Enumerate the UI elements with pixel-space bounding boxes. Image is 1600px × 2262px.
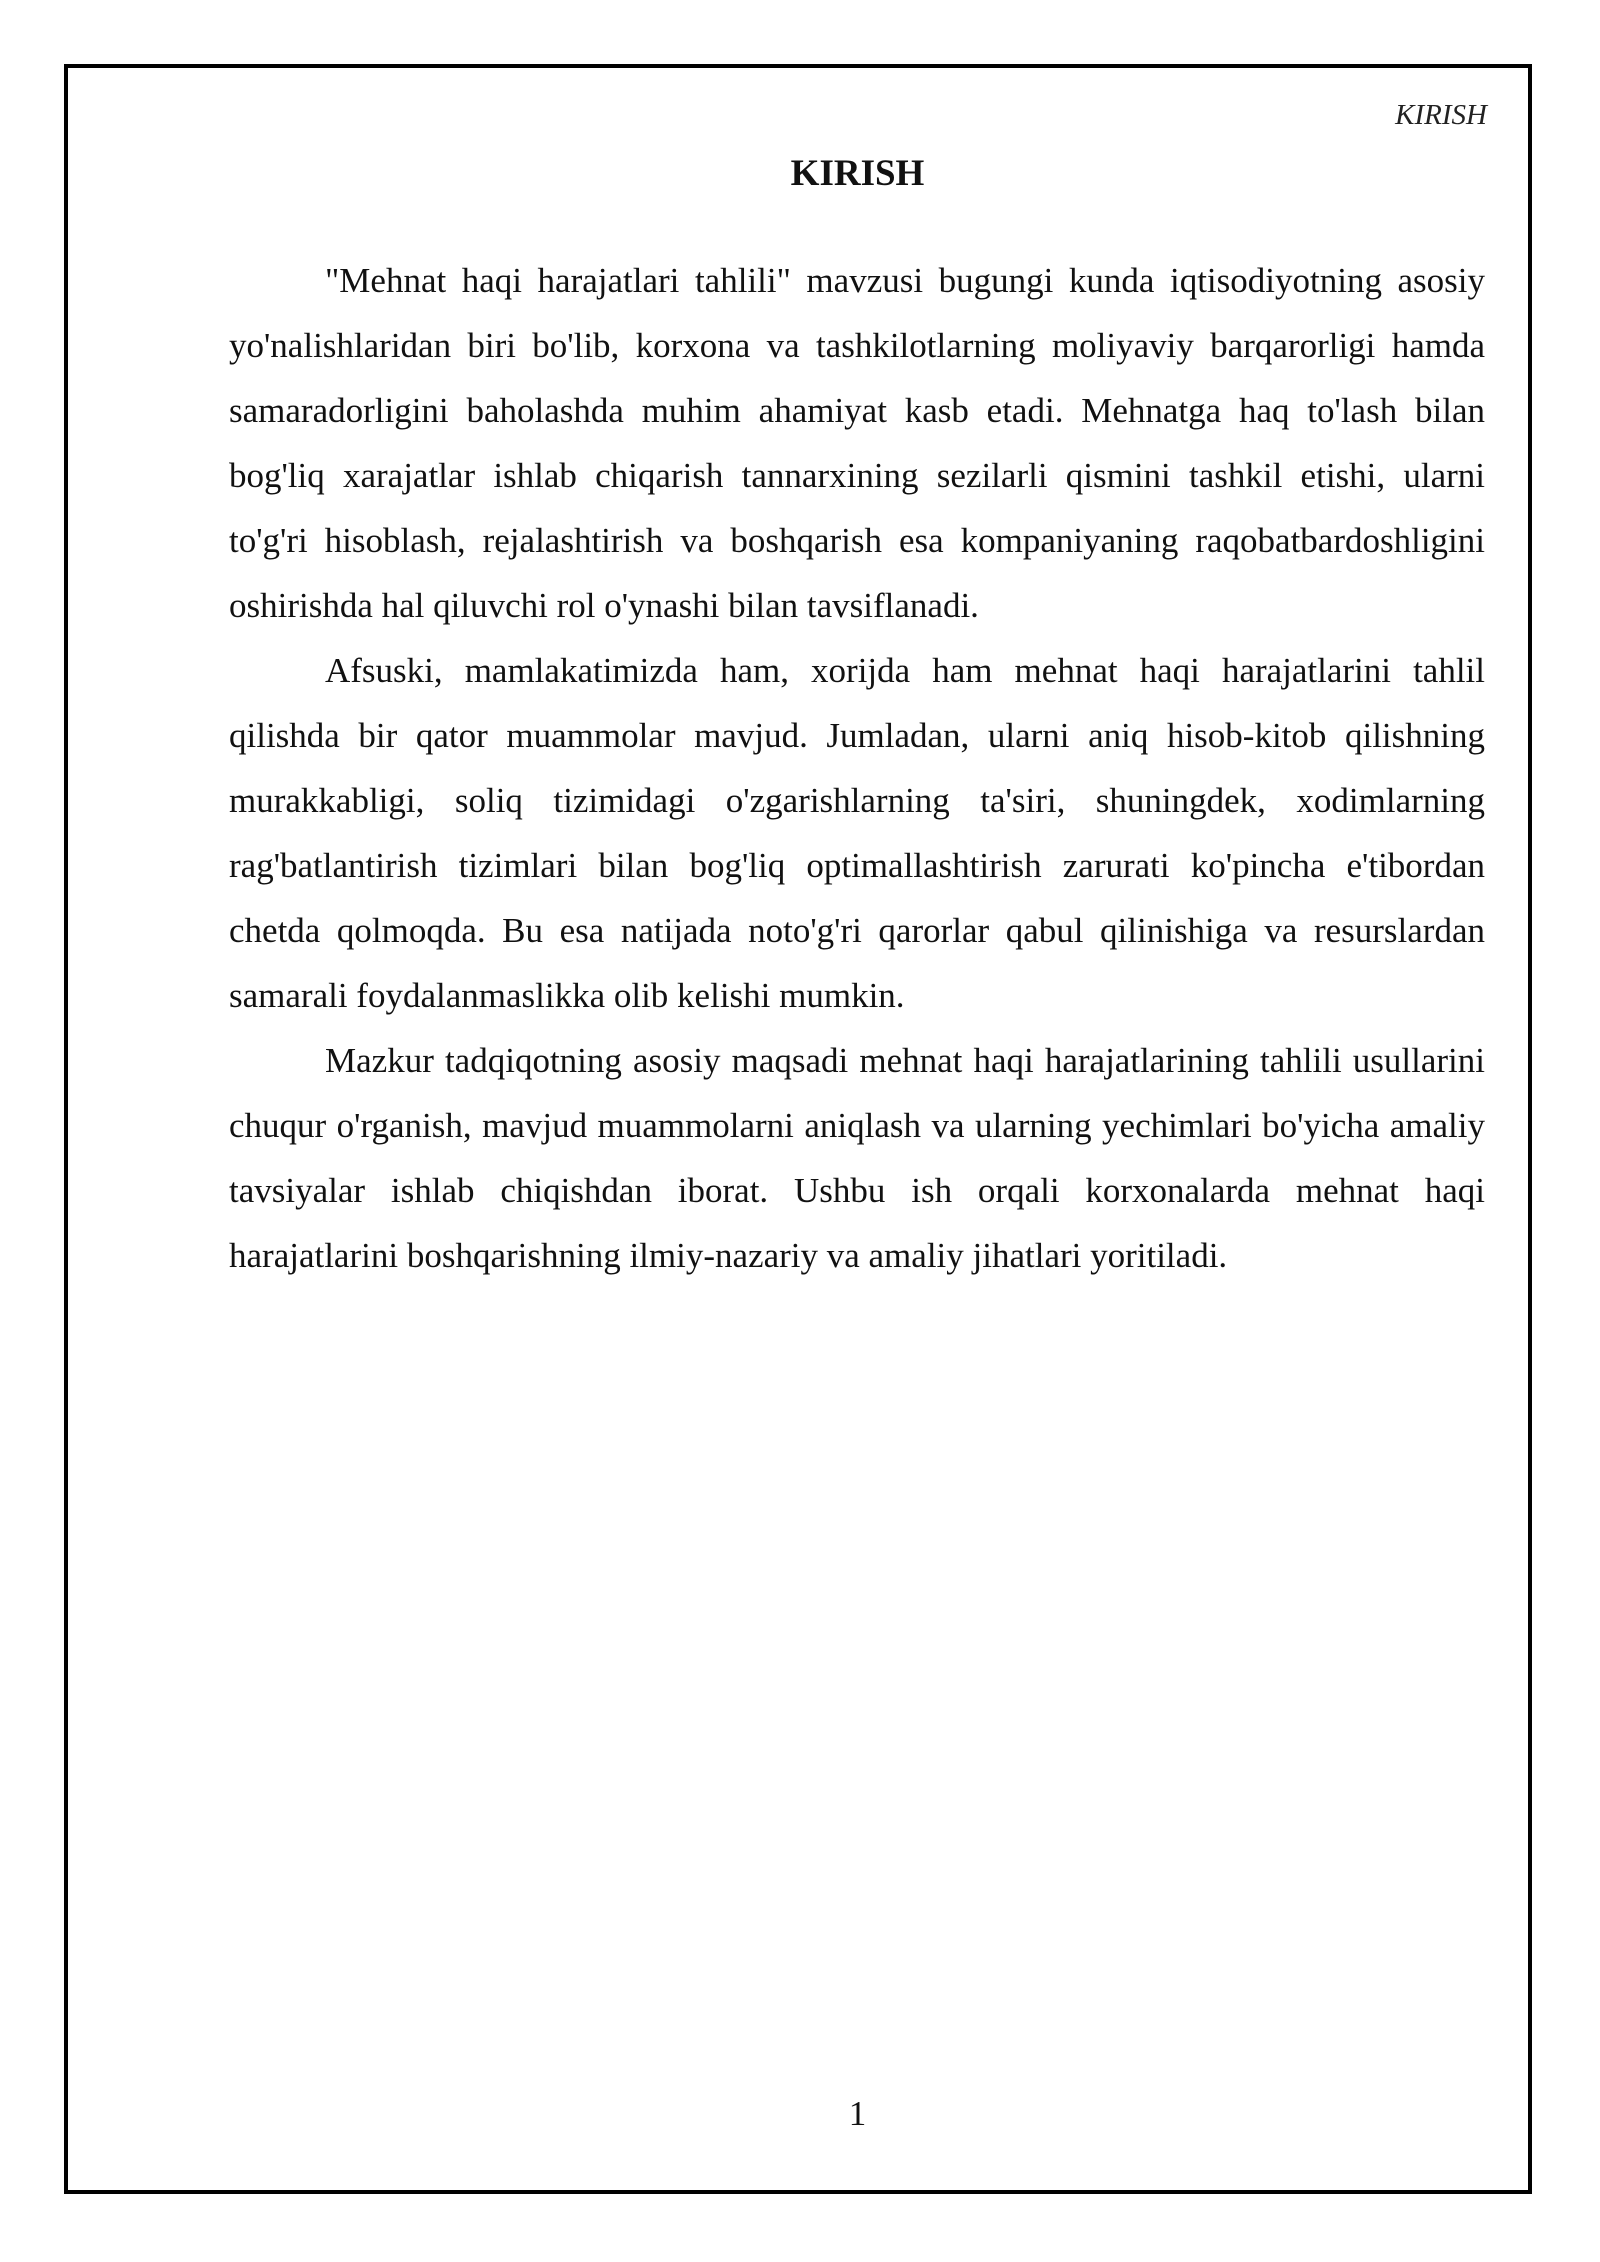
page-title: KIRISH xyxy=(790,153,925,194)
paragraph-3: Mazkur tadqiqotning asosiy maqsadi mehnat haqi harajatlarining tahlili usullarini chuqur o'rganish, mavjud muammolarni aniqlash va ularning yechimlari bo'yicha amaliy tavsiyalar ishlab chiqishdan iborat. Ushbu ish orqali korxonalarda mehnat haqi harajatlarini boshqarishning ilmiy-nazariy va amaliy jihatlari yoritiladi. xyxy=(229,1041,1485,1275)
paragraph-2: Afsuski, mamlakatimizda ham, xorijda ham mehnat haqi harajatlarini tahlil qilishda bir qator muammolar mavjud. Jumladan, ularni aniq hisob-kitob qilishning murakkabligi, soliq tizimidagi o'zgarishlarning ta'siri, shuningdek, xodimlarning rag'batlantirish tizimlari bilan bog'liq optimallashtirish zarurati ko'pincha e'tibordan chetda qolmoqda. Bu esa natijada noto'g'ri qarorlar qabul qilinishiga va resurslardan samarali foydalanmaslikka olib kelishi mumkin. xyxy=(229,651,1485,1015)
body-text xyxy=(229,248,1485,1288)
paragraph-1: "Mehnat haqi harajatlari tahlili" mavzusi bugungi kunda iqtisodiyotning asosiy yo'nalishlaridan biri bo'lib, korxona va tashkilotlarning moliyaviy barqarorligi hamda samaradorligini baholashda muhim ahamiyat kasb etadi. Mehnatga haq to'lash bilan bog'liq xarajatlar ishlab chiqarish tannarxining sezilarli qismini tashkil etishi, ularni to'g'ri hisoblash, rejalashtirish va boshqarish esa kompaniyaning raqobatbardoshligini oshirishda hal qiluvchi rol o'ynashi bilan tavsiflanadi. xyxy=(229,261,1485,625)
page-number: 1 xyxy=(848,2094,867,2133)
running-header: KIRISH xyxy=(1395,99,1487,131)
